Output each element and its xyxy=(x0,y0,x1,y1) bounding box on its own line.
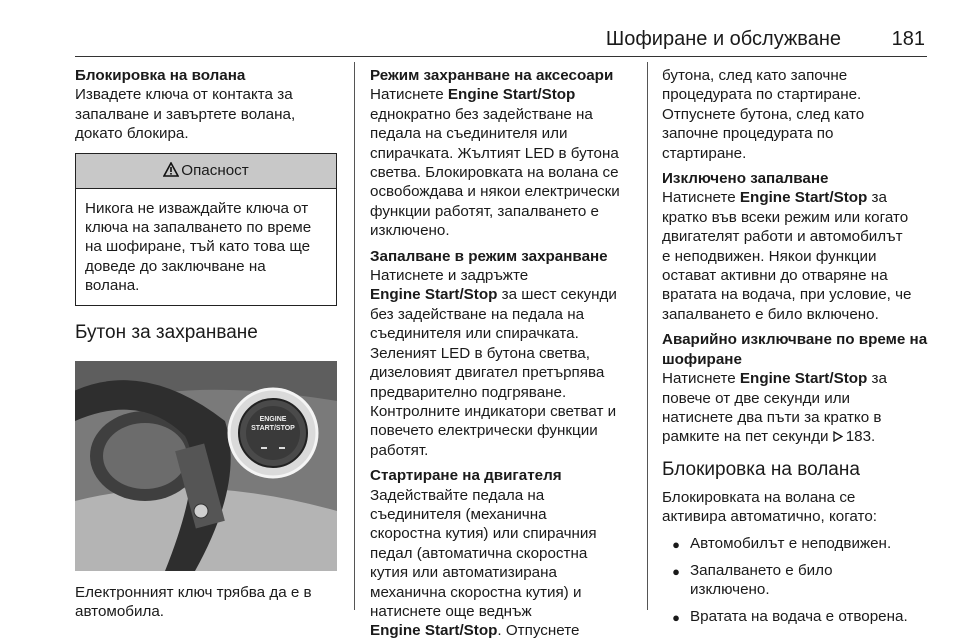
engine-start-stop-key: Engine Start/Stop xyxy=(447,86,576,104)
text-line: повече от две секунди или xyxy=(662,389,851,407)
text-line: Натиснете Engine Start/Stop xyxy=(370,86,576,104)
warning-title: Опасност xyxy=(181,161,249,179)
page-reference[interactable]: 183. xyxy=(845,428,876,446)
text-line: стартиране. xyxy=(662,144,747,162)
ignition-mode-heading: Запалване в режим захранване xyxy=(370,247,608,265)
emergency-off-heading: Аварийно изключване по време на xyxy=(662,331,928,349)
engine-start-stop-key: Engine Start/Stop xyxy=(739,370,868,388)
text-line: бутона, след като започне xyxy=(662,67,848,84)
column-divider xyxy=(354,62,355,610)
text-line: Engine Start/Stop за шест секунди xyxy=(370,286,617,304)
warning-line: доведе до заключване на xyxy=(85,257,266,275)
text-line: Зеленият LED в бутона светва, xyxy=(370,344,590,362)
warning-body xyxy=(76,189,336,305)
text-line: Блокировката на волана се xyxy=(662,488,856,506)
bullet-text: Автомобилът е неподвижен. xyxy=(690,534,892,552)
text-line: запалване и завъртете волана, xyxy=(75,105,296,123)
text-line: Engine Start/Stop. Отпуснете xyxy=(370,622,580,640)
emergency-off-heading-cont: шофиране xyxy=(662,350,742,368)
text-line: освобождава и някои електрически xyxy=(370,183,620,201)
caption-line: Електронният ключ трябва да е в xyxy=(75,583,312,601)
engine-start-stop-key: Engine Start/Stop xyxy=(370,622,498,640)
column-3 xyxy=(662,66,930,627)
text-line: еднократно без задействане на xyxy=(370,105,593,123)
text-line: процедурата по стартиране. xyxy=(662,86,862,104)
text-line: Отпуснете бутона, след като xyxy=(662,105,865,123)
text-line: скоростна кутия) или спирачния xyxy=(370,525,597,543)
text-line: повечето електрически функции xyxy=(370,422,598,440)
column-1 xyxy=(75,66,337,621)
start-stop-badge xyxy=(251,415,295,433)
text-line: педала на съединителя или xyxy=(370,125,568,143)
text-line: рамките на пет секунди 183. xyxy=(662,428,876,446)
text-line: запалването е било включено. xyxy=(662,305,879,323)
power-button-heading: Бутон за захранване xyxy=(75,321,258,343)
text-line: съединителя или спирачката. xyxy=(370,325,579,343)
text-line: предварително подгряване. xyxy=(370,383,567,401)
text-line: функции работят, запалването е xyxy=(370,202,599,220)
text-line: работят. xyxy=(370,441,429,459)
bullet-icon: ● xyxy=(672,536,680,552)
text-line: без задействане на педала на xyxy=(370,305,585,323)
text-line: педал (автоматична скоростна xyxy=(370,544,588,562)
steering-lock-section-heading: Блокировка на волана xyxy=(662,458,860,480)
dashboard-photo xyxy=(75,361,337,571)
steering-lock-heading: Блокировка на волана xyxy=(75,67,246,84)
text-line: Контролните индикатори светват и xyxy=(370,402,617,420)
warning-line: ключа на запалването по време xyxy=(85,219,312,237)
page-number: 181 xyxy=(891,28,925,50)
bullet-text: Вратата на водача е отворена. xyxy=(690,607,908,625)
text-line: кутия или автоматизирана xyxy=(370,564,557,582)
photo-caption xyxy=(75,583,337,622)
text-line: докато блокира. xyxy=(75,125,189,143)
bullet-text: изключено. xyxy=(690,581,770,599)
ignition-off-heading: Изключено запалване xyxy=(662,170,829,188)
text-line: механична скоростна кутия) и xyxy=(370,583,582,601)
acc-mode-heading: Режим захранване на аксесоари xyxy=(370,67,614,84)
column-divider xyxy=(647,62,648,610)
engine-start-stop-key: Engine Start/Stop xyxy=(370,286,498,304)
text-line: вратата на водача, при условие, че xyxy=(662,286,912,304)
bullet-icon: ● xyxy=(672,609,680,625)
column-2 xyxy=(370,66,635,641)
text-line: спирачката. Жълтият LED в бутона xyxy=(370,144,619,162)
text-line: остават активни до отваряне на xyxy=(662,267,888,285)
text-line: съединителя (механична xyxy=(370,505,547,523)
warning-line: на шофиране, тъй като това ще xyxy=(85,238,311,256)
text-line: активира автоматично, когато: xyxy=(662,508,877,526)
warning-triangle-icon xyxy=(163,162,179,177)
warning-box xyxy=(75,153,337,306)
text-line: започне процедурата по xyxy=(662,125,834,143)
bullet-text: Запалването е било xyxy=(690,561,833,579)
page-header xyxy=(75,28,927,57)
engine-start-stop-key: Engine Start/Stop xyxy=(739,189,868,207)
caption-line: автомобила. xyxy=(75,603,165,621)
text-line: натиснете два пъти за кратко в xyxy=(662,408,882,426)
text-line: Натиснете и задръжте xyxy=(370,267,529,285)
bullet-item xyxy=(662,534,930,554)
text-line: светва. Блокировката на волана се xyxy=(370,164,619,182)
bullet-icon: ● xyxy=(672,563,680,579)
page-reference-icon xyxy=(833,431,843,442)
badge-line-1: ENGINE xyxy=(259,415,287,423)
text-line: двигателят работи и автомобилът xyxy=(662,228,903,246)
running-title: Шофиране и обслужване xyxy=(605,28,841,50)
engine-start-heading: Стартиране на двигателя xyxy=(370,467,562,485)
text-line: Натиснете Engine Start/Stop за xyxy=(662,370,887,388)
text-line: Натиснете Engine Start/Stop за xyxy=(662,189,887,207)
text-line: натиснете още веднъж xyxy=(370,602,532,620)
warning-line: волана. xyxy=(85,277,140,295)
badge-line-2: START/STOP xyxy=(251,424,295,432)
text-line: Извадете ключа от контакта за xyxy=(75,86,293,104)
bullet-item xyxy=(662,561,930,600)
text-line: изключено. xyxy=(370,222,450,240)
dashboard-illustration xyxy=(75,361,337,571)
text-line: Задействайте педала на xyxy=(370,486,545,504)
text-line: е неподвижен. Някои функции xyxy=(662,247,877,265)
warning-line: Никога не изваждайте ключа от xyxy=(85,199,309,217)
text-line: дизеловият двигател претърпява xyxy=(370,364,605,382)
bullet-item xyxy=(662,607,930,627)
text-line: кратко във всеки режим или когато xyxy=(662,208,909,226)
warning-header xyxy=(76,154,336,189)
